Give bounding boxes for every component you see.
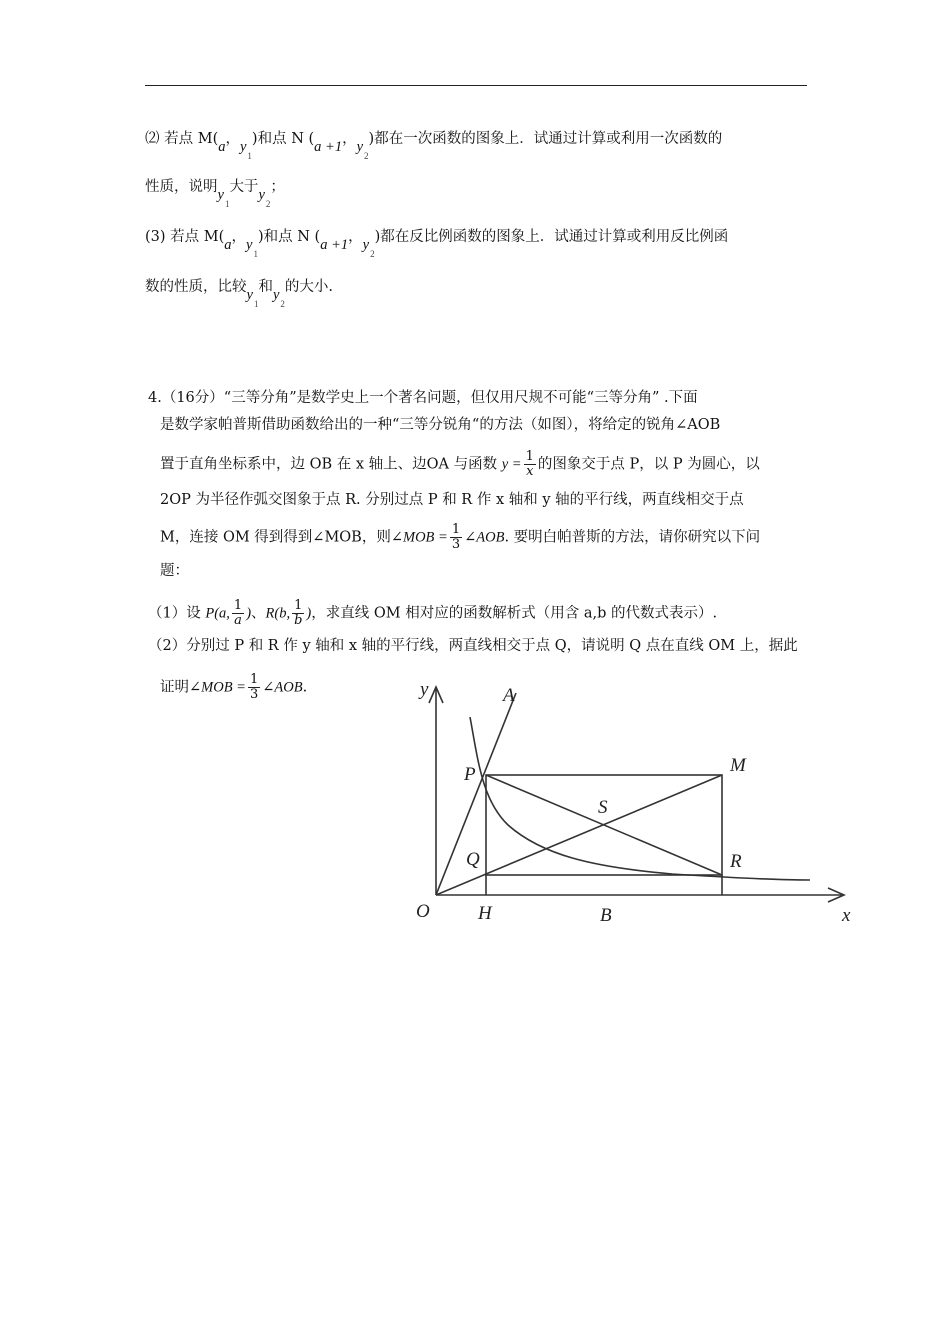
q4-intro-line5: M，连接 OM 得到得到∠MOB，则∠MOB = $\frac{1}{3}$ ∠AOB. 要明白帕普斯的方法，请你研究以下问 (160, 522, 761, 552)
y1-symbol: $y_1$ (239, 139, 252, 161)
q4-intro-line2: 是数学家帕普斯借助函数给出的一种“三等分锐角“的方法（如图），将给定的锐角∠AOB (160, 417, 721, 433)
q4-part2-line1: （2）分别过 P 和 R 作 y 轴和 x 轴的平行线，两直线相交于点 Q，请说明 Q 点在直线 OM 上，据此 (148, 638, 798, 654)
y2-symbol: $y_2$ (356, 139, 369, 161)
trisection-figure (412, 675, 860, 925)
hyperbola-curve (470, 717, 810, 880)
label-y: y (420, 679, 429, 700)
label-O: O (416, 901, 430, 922)
q4-intro-line1: 4.（16分）“三等分角”是数学史上一个著名问题，但仅用尺规不可能“三等分角” .下面 (148, 390, 698, 406)
q4-intro-line6: 题： (160, 563, 189, 579)
label-H: H (478, 903, 492, 924)
label-M: M (730, 755, 746, 776)
q2-line2: 性质，说明$y_1$大于$y_2$； (145, 179, 285, 209)
header-rule (145, 85, 807, 86)
label-Q: Q (466, 849, 480, 870)
label-x: x (842, 905, 851, 925)
label-B: B (600, 905, 612, 925)
label-R: R (730, 851, 742, 872)
q2-line1: ⑵ 若点 M(a，$y_1$)和点 N (a +1，$y_2$)都在一次函数的图象上．试通过计算或利用一次函数的 (145, 131, 723, 161)
q4-intro-line4: 2OP 为半径作弧交图象于点 R. 分别过点 P 和 R 作 x 轴和 y 轴的平行线，两直线相交于点 (160, 492, 744, 508)
label-P: P (464, 764, 476, 785)
label-S: S (598, 797, 608, 818)
q3-line2: 数的性质，比较$y_1$和$y_2$的大小. (145, 279, 333, 309)
q4-part1: （1）设 P(a, $\frac{1}{a}$ )、R(b, $\frac{1}{b}$ )，求直线 OM 相对应的函数解析式（用含 a,b 的代数式表示）. (148, 598, 718, 628)
q3-line1: (3) 若点 M(a，$y_1$)和点 N (a +1，$y_2$)都在反比例函数的图象上．试通过计算或利用反比例函 (145, 229, 729, 259)
line-OM (436, 775, 722, 895)
fraction-1-over-x: $\frac{1}{x}$ (525, 449, 534, 479)
q4-part2-line2: 证明∠MOB = $\frac{1}{3}$ ∠AOB. (160, 672, 308, 702)
q4-intro-line3: 置于直角坐标系中，边 OB 在 x 轴上、边OA 与函数 y = $\frac{1}{x}$ 的图象交于点 P，以 P 为圆心，以 (160, 449, 760, 479)
label-A: A (503, 685, 515, 706)
fraction-1-over-3: $\frac{1}{3}$ (451, 522, 461, 552)
